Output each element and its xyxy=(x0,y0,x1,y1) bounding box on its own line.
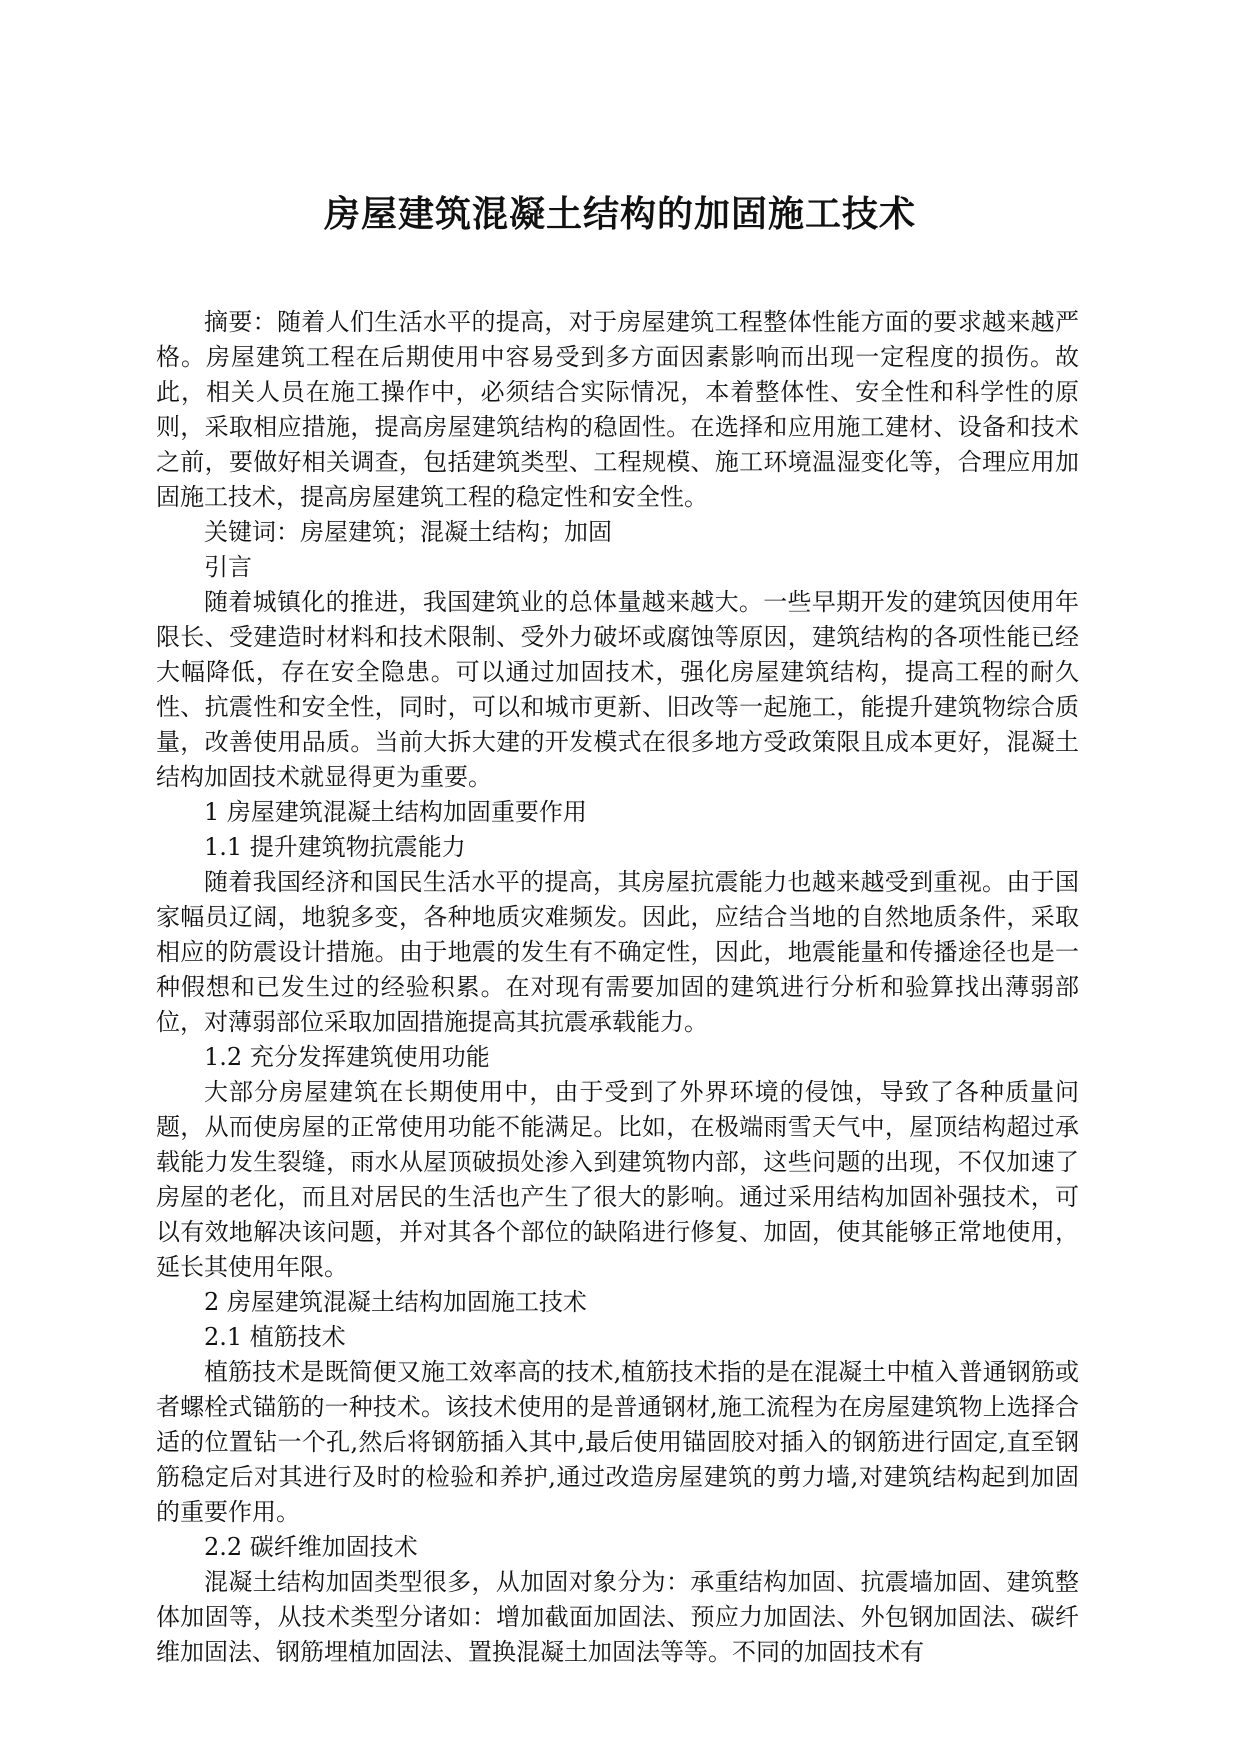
document-title: 房屋建筑混凝土结构的加固施工技术 xyxy=(323,193,916,235)
intro-heading: 引言 xyxy=(204,553,252,581)
intro-paragraph: 随着城镇化的推进，我国建筑业的总体量越来越大。一些早期开发的建筑因使用年限长、受建造时材料和技术限制、受外力破坏或腐蚀等原因，建筑结构的各项性能已经大幅降低，存在安全隐患。可以通过加固技术，强化房屋建筑结构，提高工程的耐久性、抗震性和安全性，同时，可以和城市更新、旧改等一起施工，能提升建筑物综合质量，改善使用品质。当前大拆大建的开发模式在很多地方受政策限且成本更好，混凝土结构加固技术就显得更为重要。 xyxy=(156,588,1079,791)
section-1-1-heading: 1.1 提升建筑物抗震能力 xyxy=(204,833,466,861)
section-1-2-paragraph: 大部分房屋建筑在长期使用中，由于受到了外界环境的侵蚀，导致了各种质量问题，从而使房屋的正常使用功能不能满足。比如，在极端雨雪天气中，屋顶结构超过承载能力发生裂缝，雨水从屋顶破损处渗入到建筑物内部，这些问题的出现，不仅加速了房屋的老化，而且对居民的生活也产生了很大的影响。通过采用结构加固补强技术，可以有效地解决该问题，并对其各个部位的缺陷进行修复、加固，使其能够正常地使用，延长其使用年限。 xyxy=(156,1078,1079,1281)
keywords-line: 关键词：房屋建筑；混凝土结构；加固 xyxy=(204,518,612,546)
section-2-2-paragraph: 混凝土结构加固类型很多，从加固对象分为：承重结构加固、抗震墙加固、建筑整体加固等，从技术类型分诸如：增加截面加固法、预应力加固法、外包钢加固法、碳纤维加固法、钢筋埋植加固法、置换混凝土加固法等等。不同的加固技术有 xyxy=(156,1568,1079,1666)
section-2-heading: 2 房屋建筑混凝土结构加固施工技术 xyxy=(204,1288,587,1316)
document-body xyxy=(156,305,1079,1670)
section-2-2-heading: 2.2 碳纤维加固技术 xyxy=(204,1533,418,1561)
section-1-1-paragraph: 随着我国经济和国民生活水平的提高，其房屋抗震能力也越来越受到重视。由于国家幅员辽阔，地貌多变，各种地质灾难频发。因此，应结合当地的自然地质条件，采取相应的防震设计措施。由于地震的发生有不确定性，因此，地震能量和传播途径也是一种假想和已发生过的经验积累。在对现有需要加固的建筑进行分析和验算找出薄弱部位，对薄弱部位采取加固措施提高其抗震承载能力。 xyxy=(156,868,1079,1036)
section-2-1-paragraph: 植筋技术是既简便又施工效率高的技术,植筋技术指的是在混凝土中植入普通钢筋或者螺栓式锚筋的一种技术。该技术使用的是普通钢材,施工流程为在房屋建筑物上选择合适的位置钻一个孔,然后将钢筋插入其中,最后使用锚固胶对插入的钢筋进行固定,直至钢筋稳定后对其进行及时的检验和养护,通过改造房屋建筑的剪力墙,对建筑结构起到加固的重要作用。 xyxy=(156,1358,1079,1526)
abstract-paragraph: 摘要：随着人们生活水平的提高，对于房屋建筑工程整体性能方面的要求越来越严格。房屋建筑工程在后期使用中容易受到多方面因素影响而出现一定程度的损伤。故此，相关人员在施工操作中，必须结合实际情况，本着整体性、安全性和科学性的原则，采取相应措施，提高房屋建筑结构的稳固性。在选择和应用施工建材、设备和技术之前，要做好相关调查，包括建筑类型、工程规模、施工环境温湿变化等，合理应用加固施工技术，提高房屋建筑工程的稳定性和安全性。 xyxy=(156,308,1079,511)
section-1-heading: 1 房屋建筑混凝土结构加固重要作用 xyxy=(204,798,587,826)
section-1-2-heading: 1.2 充分发挥建筑使用功能 xyxy=(204,1043,490,1071)
section-2-1-heading: 2.1 植筋技术 xyxy=(204,1323,346,1351)
